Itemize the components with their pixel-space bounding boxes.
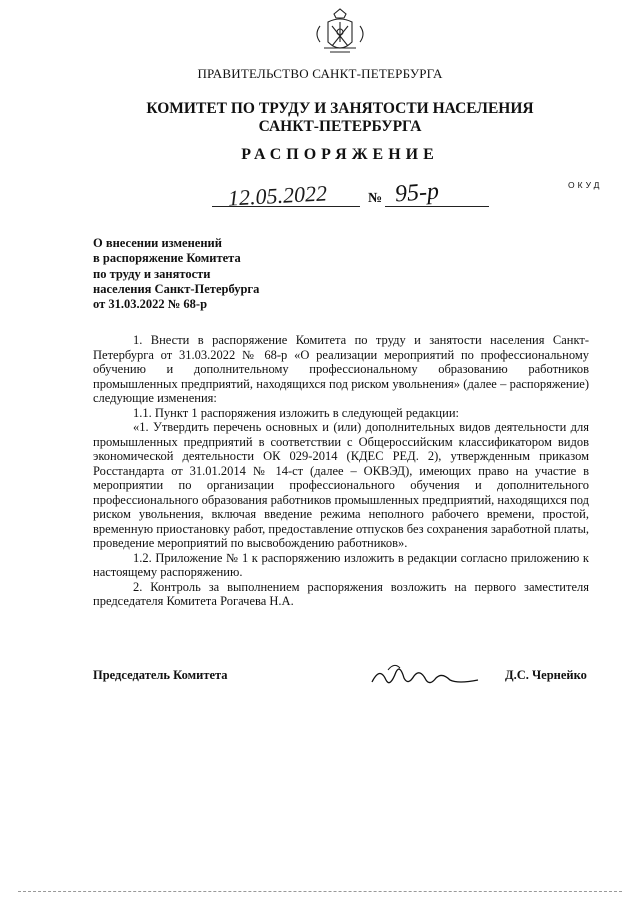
- number-sign: №: [368, 191, 383, 206]
- committee-line-1: КОМИТЕТ ПО ТРУДУ И ЗАНЯТОСТИ НАСЕЛЕНИЯ: [146, 100, 534, 117]
- document-type: РАСПОРЯЖЕНИЕ: [241, 146, 439, 163]
- okud-label: ОКУД: [568, 180, 603, 190]
- title-line: О внесении изменений: [93, 236, 222, 250]
- government-name: ПРАВИТЕЛЬСТВО САНКТ-ПЕТЕРБУРГА: [197, 66, 443, 81]
- title-line: по труду и занятости: [93, 266, 211, 281]
- paragraph-1-1: 1.1. Пункт 1 распоряжения изложить в следующей редакции:: [133, 405, 459, 420]
- handwritten-date: 12.05.2022: [227, 180, 328, 211]
- handwritten-signature: [370, 660, 480, 692]
- date-underline: [212, 206, 360, 207]
- handwritten-number: 95-р: [394, 178, 440, 208]
- committee-name: [0, 100, 640, 136]
- paragraph-1: 1. Внести в распоряжение Комитета по труду и занятости населения Санкт-Петербурга от 31.03.2022 № 68-р «О реализации мероприятий по профессиональному обучению и дополнительному профессиональному образованию работников промышленных предприятий, находящихся под риском увольнения» (далее – распоряжение) следующие изменения:: [93, 333, 589, 405]
- paragraph-1-2: 1.2. Приложение № 1 к распоряжению изложить в редакции согласно приложению к настоящему распоряжению.: [93, 550, 589, 579]
- document-title: [93, 236, 259, 312]
- title-line: в распоряжение Комитета: [93, 251, 241, 266]
- paragraph-quote: «1. Утвердить перечень основных и (или) дополнительных видов деятельности для промышленных предприятий в соответствии с Общероссийским классификатором видов экономической деятельности ОК 029-2014 (КДЕС РЕД. 2), утвержденным приказом Росстандарта от 31.01.2014 № 14-ст (далее – ОКВЭД), имеющих право на участие в мероприятии по организации профессионального обучения и дополнительного профессионального образования работников промышленных предприятий, находящихся под риском увольнения, включая введение режима неполного рабочего времени, простой, временную приостановку работ, предоставление отпусков без сохранения заработной платы, проведение мероприятий по высвобождению работников».: [93, 420, 590, 550]
- committee-line-2: САНКТ-ПЕТЕРБУРГА: [258, 118, 422, 135]
- title-line: населения Санкт-Петербурга: [93, 281, 260, 296]
- signatory-position: Председатель Комитета: [93, 668, 228, 682]
- scan-edge-line: [18, 891, 622, 892]
- title-line: от 31.03.2022 № 68-р: [93, 297, 208, 312]
- document-body: [93, 333, 589, 609]
- signatory-name: Д.С. Чернейко: [505, 668, 587, 682]
- coat-of-arms-icon: [310, 8, 370, 60]
- paragraph-2: 2. Контроль за выполнением распоряжения возложить на первого заместителя председателя Комитета Рогачева Н.А.: [93, 579, 589, 608]
- number-underline: [385, 206, 489, 207]
